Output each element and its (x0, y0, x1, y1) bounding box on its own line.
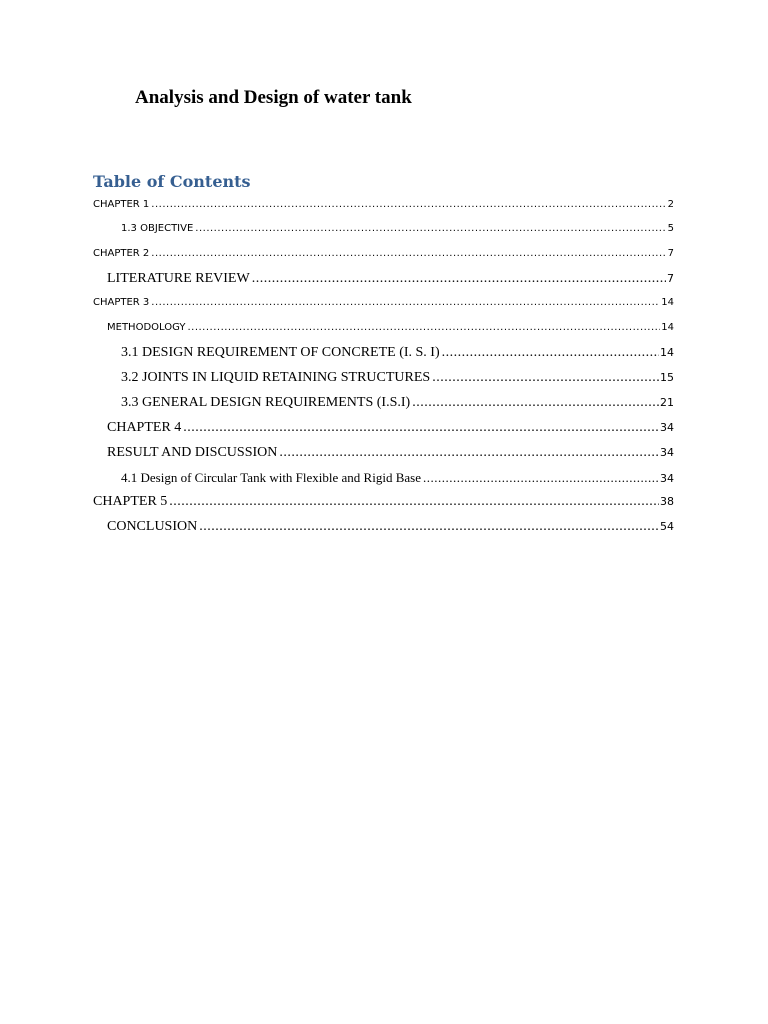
toc-dot-leader (183, 420, 659, 436)
toc-dot-leader (423, 470, 659, 486)
toc-dot-leader (169, 494, 659, 510)
toc-entry-label: 3.3 GENERAL DESIGN REQUIREMENTS (I.S.I) (121, 395, 411, 410)
toc-dot-leader (151, 297, 660, 308)
toc-heading: Table of Contents (93, 172, 251, 191)
toc-entry-design-circular-tank[interactable] (121, 470, 674, 486)
document-title: Analysis and Design of water tank (135, 87, 412, 108)
toc-entry-design-requirement-concrete[interactable] (121, 345, 674, 361)
toc-entry-label: 1.3 OBJECTIVE (121, 223, 194, 234)
toc-entry-label: RESULT AND DISCUSSION (107, 445, 278, 460)
toc-entry-page: 34 (660, 446, 674, 459)
toc-entry-chapter-1[interactable] (93, 199, 674, 210)
toc-entry-chapter-4[interactable] (107, 420, 674, 436)
toc-entry-joints-liquid-retaining[interactable] (121, 370, 674, 386)
toc-entry-result-and-discussion[interactable] (107, 445, 674, 461)
toc-entry-label: 3.1 DESIGN REQUIREMENT OF CONCRETE (I. S. I) (121, 345, 440, 360)
toc-entry-page: 14 (661, 322, 674, 333)
toc-dot-leader (151, 199, 666, 210)
toc-entry-label: 3.2 JOINTS IN LIQUID RETAINING STRUCTURES (121, 370, 431, 385)
toc-dot-leader (442, 345, 659, 361)
toc-entry-literature-review[interactable] (107, 271, 674, 287)
toc-entry-methodology[interactable] (107, 322, 674, 333)
toc-entry-label: CHAPTER 3 (93, 297, 150, 308)
toc-entry-page: 15 (660, 371, 674, 384)
toc-entry-chapter-5[interactable] (93, 494, 674, 510)
toc-entry-label: CHAPTER 2 (93, 248, 150, 259)
toc-dot-leader (195, 223, 666, 234)
toc-entry-label: CHAPTER 1 (93, 199, 150, 210)
toc-entry-label: LITERATURE REVIEW (107, 271, 250, 286)
toc-entry-chapter-3[interactable] (93, 297, 674, 308)
toc-dot-leader (412, 395, 659, 411)
toc-dot-leader (199, 519, 659, 535)
toc-dot-leader (432, 370, 659, 386)
toc-dot-leader (279, 445, 659, 461)
toc-entry-page: 14 (661, 297, 674, 308)
toc-entry-label: CONCLUSION (107, 519, 198, 534)
toc-entry-label: CHAPTER 4 (107, 420, 182, 435)
toc-entry-conclusion[interactable] (107, 519, 674, 535)
toc-entry-chapter-2[interactable] (93, 248, 674, 259)
toc-entry-page: 7 (667, 248, 674, 259)
toc-entry-page: 5 (667, 223, 674, 234)
toc-entry-page: 34 (660, 472, 674, 485)
toc-entry-page: 54 (660, 520, 674, 533)
toc-dot-leader (151, 248, 666, 259)
toc-dot-leader (187, 322, 660, 333)
toc-entry-objective[interactable] (121, 223, 674, 234)
toc-entry-general-design-requirements[interactable] (121, 395, 674, 411)
toc-entry-page: 7 (667, 272, 674, 285)
toc-entry-label: CHAPTER 5 (93, 494, 168, 509)
toc-entry-label: 4.1 Design of Circular Tank with Flexible and Rigid Base (121, 470, 421, 485)
toc-entry-page: 21 (660, 396, 674, 409)
toc-entry-page: 2 (667, 199, 674, 210)
toc-dot-leader (252, 271, 666, 287)
toc-entry-page: 14 (660, 346, 674, 359)
toc-entry-label: METHODOLOGY (107, 322, 186, 333)
toc-entry-page: 38 (660, 495, 674, 508)
toc-entry-page: 34 (660, 421, 674, 434)
